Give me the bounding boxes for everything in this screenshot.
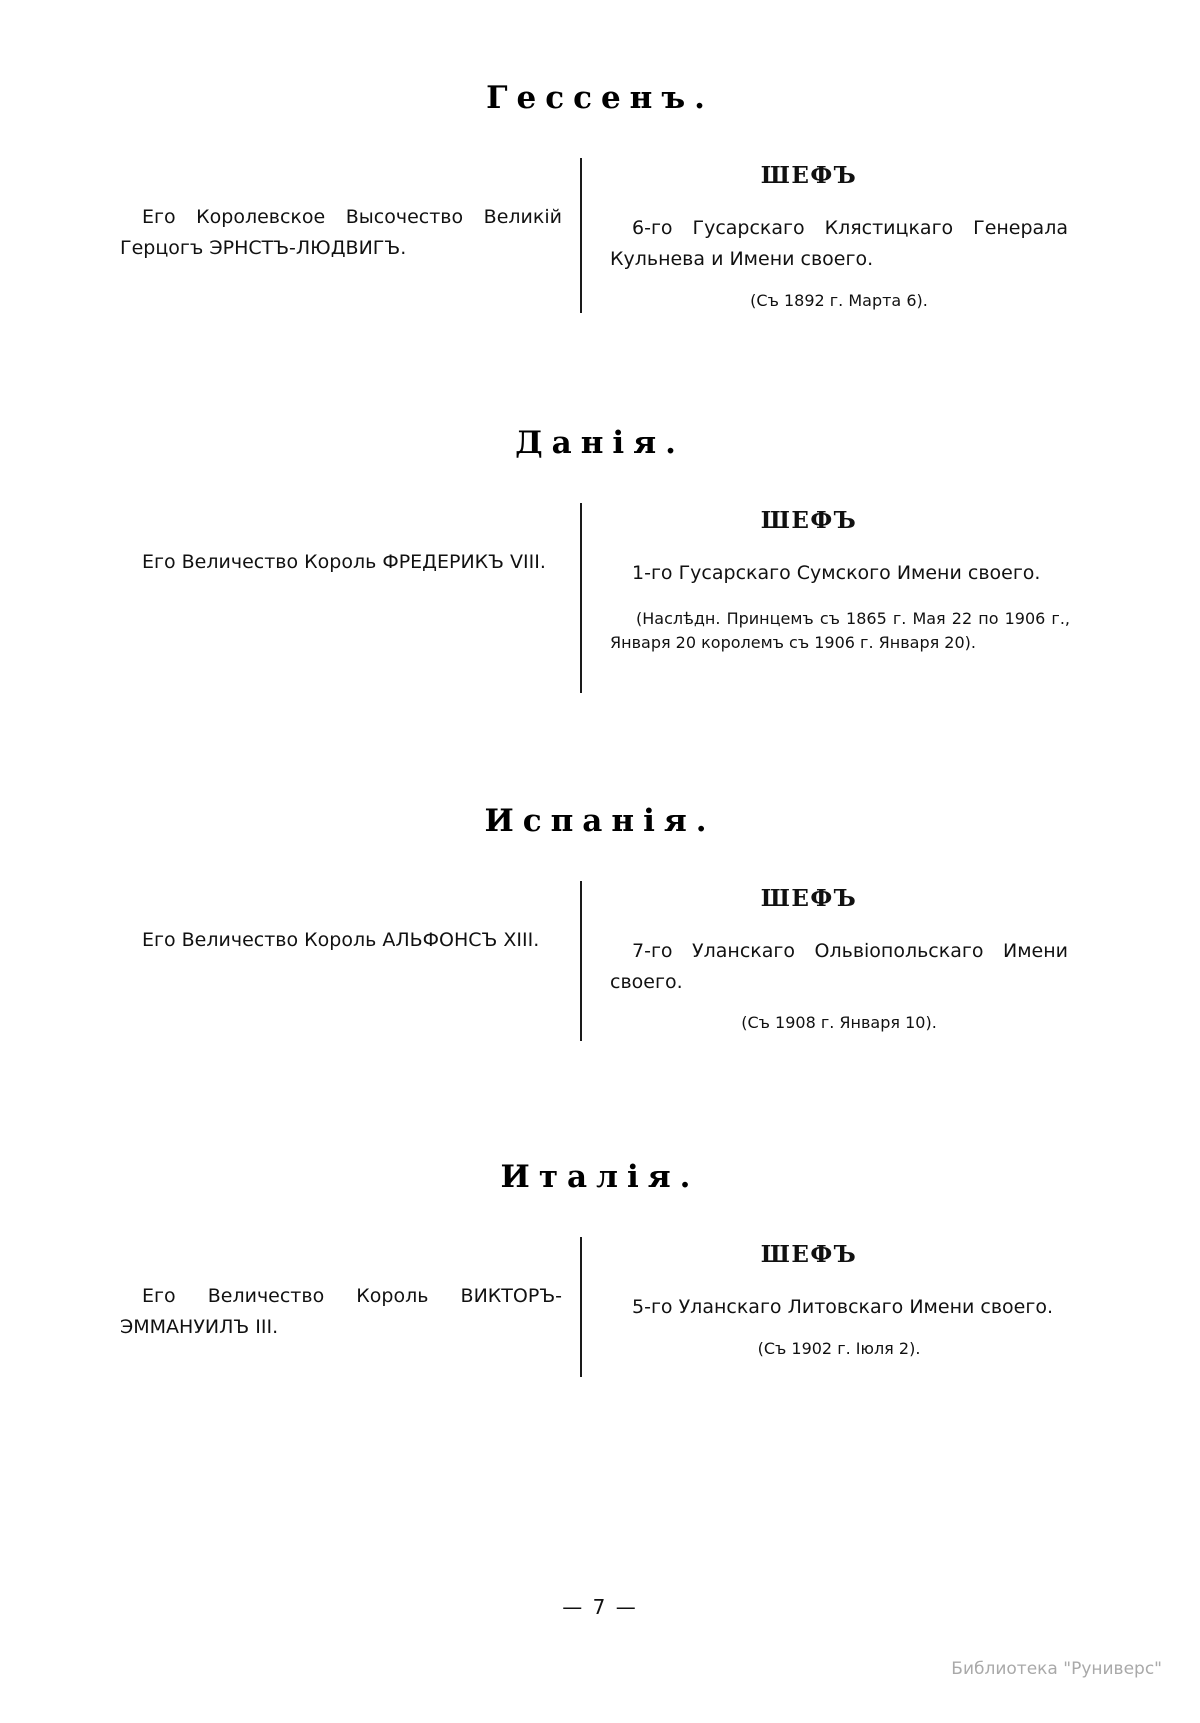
person-column [120,881,580,1041]
note-text: (Наслѣдн. Принцемъ съ 1865 г. Мая 22 по 1906 г., Января 20 королемъ съ 1906 г. Января 20). [610,608,1070,652]
person-column [120,158,580,313]
chief-label: ШЕФЪ [760,506,858,534]
person-text: Его Величество Король ФРЕДЕРИКЪ VIII. [142,550,546,573]
entry-block [120,1237,1080,1377]
note-text: (Съ 1908 г. Января 10). [741,1013,937,1033]
unit-column [582,158,1080,313]
section-italy [120,1041,1080,1377]
unit-text: 1-го Гусарскаго Сумского Имени своего. [632,561,1041,584]
entry-block [120,503,1080,693]
entry-block [120,881,1080,1041]
page-number: — 7 — [562,1595,638,1619]
person-column [120,1237,580,1377]
library-watermark: Библиотека "Руниверс" [951,1659,1162,1679]
unit-column [582,1237,1080,1377]
note-text: (Съ 1892 г. Марта 6). [750,290,928,310]
chief-label: ШЕФЪ [760,162,858,189]
country-heading: Италія. [500,1158,700,1195]
country-heading: Данія. [515,424,685,461]
entry-block [120,158,1080,313]
unit-column [582,503,1080,693]
unit-text: 7-го Уланскаго Ольвіопольскаго Имени своего. [610,939,1068,993]
person-column [120,503,580,693]
section-spain [120,693,1080,1041]
section-hessen [120,0,1080,313]
person-text: Его Величество Король ВИКТОРЪ-ЭММАНУИЛЪ III. [120,1284,562,1338]
chief-label: ШЕФЪ [760,884,858,912]
country-heading: Гессенъ. [486,80,714,116]
note-text: (Съ 1902 г. Іюля 2). [757,1338,921,1358]
unit-text: 6-го Гусарскаго Клястицкаго Генерала Кульнева и Имени своего. [610,217,1068,270]
unit-text: 5-го Уланскаго Литовскаго Имени своего. [632,1295,1053,1318]
person-text: Его Королевское Высочество Великій Герцогъ ЭРНСТЪ-ЛЮДВИГЪ. [120,206,562,259]
section-denmark [120,313,1080,693]
chief-label: ШЕФЪ [760,1240,858,1268]
unit-column [582,881,1080,1041]
person-text: Его Величество Король АЛЬФОНСЪ XIII. [142,928,540,951]
country-heading: Испанія. [484,802,716,839]
